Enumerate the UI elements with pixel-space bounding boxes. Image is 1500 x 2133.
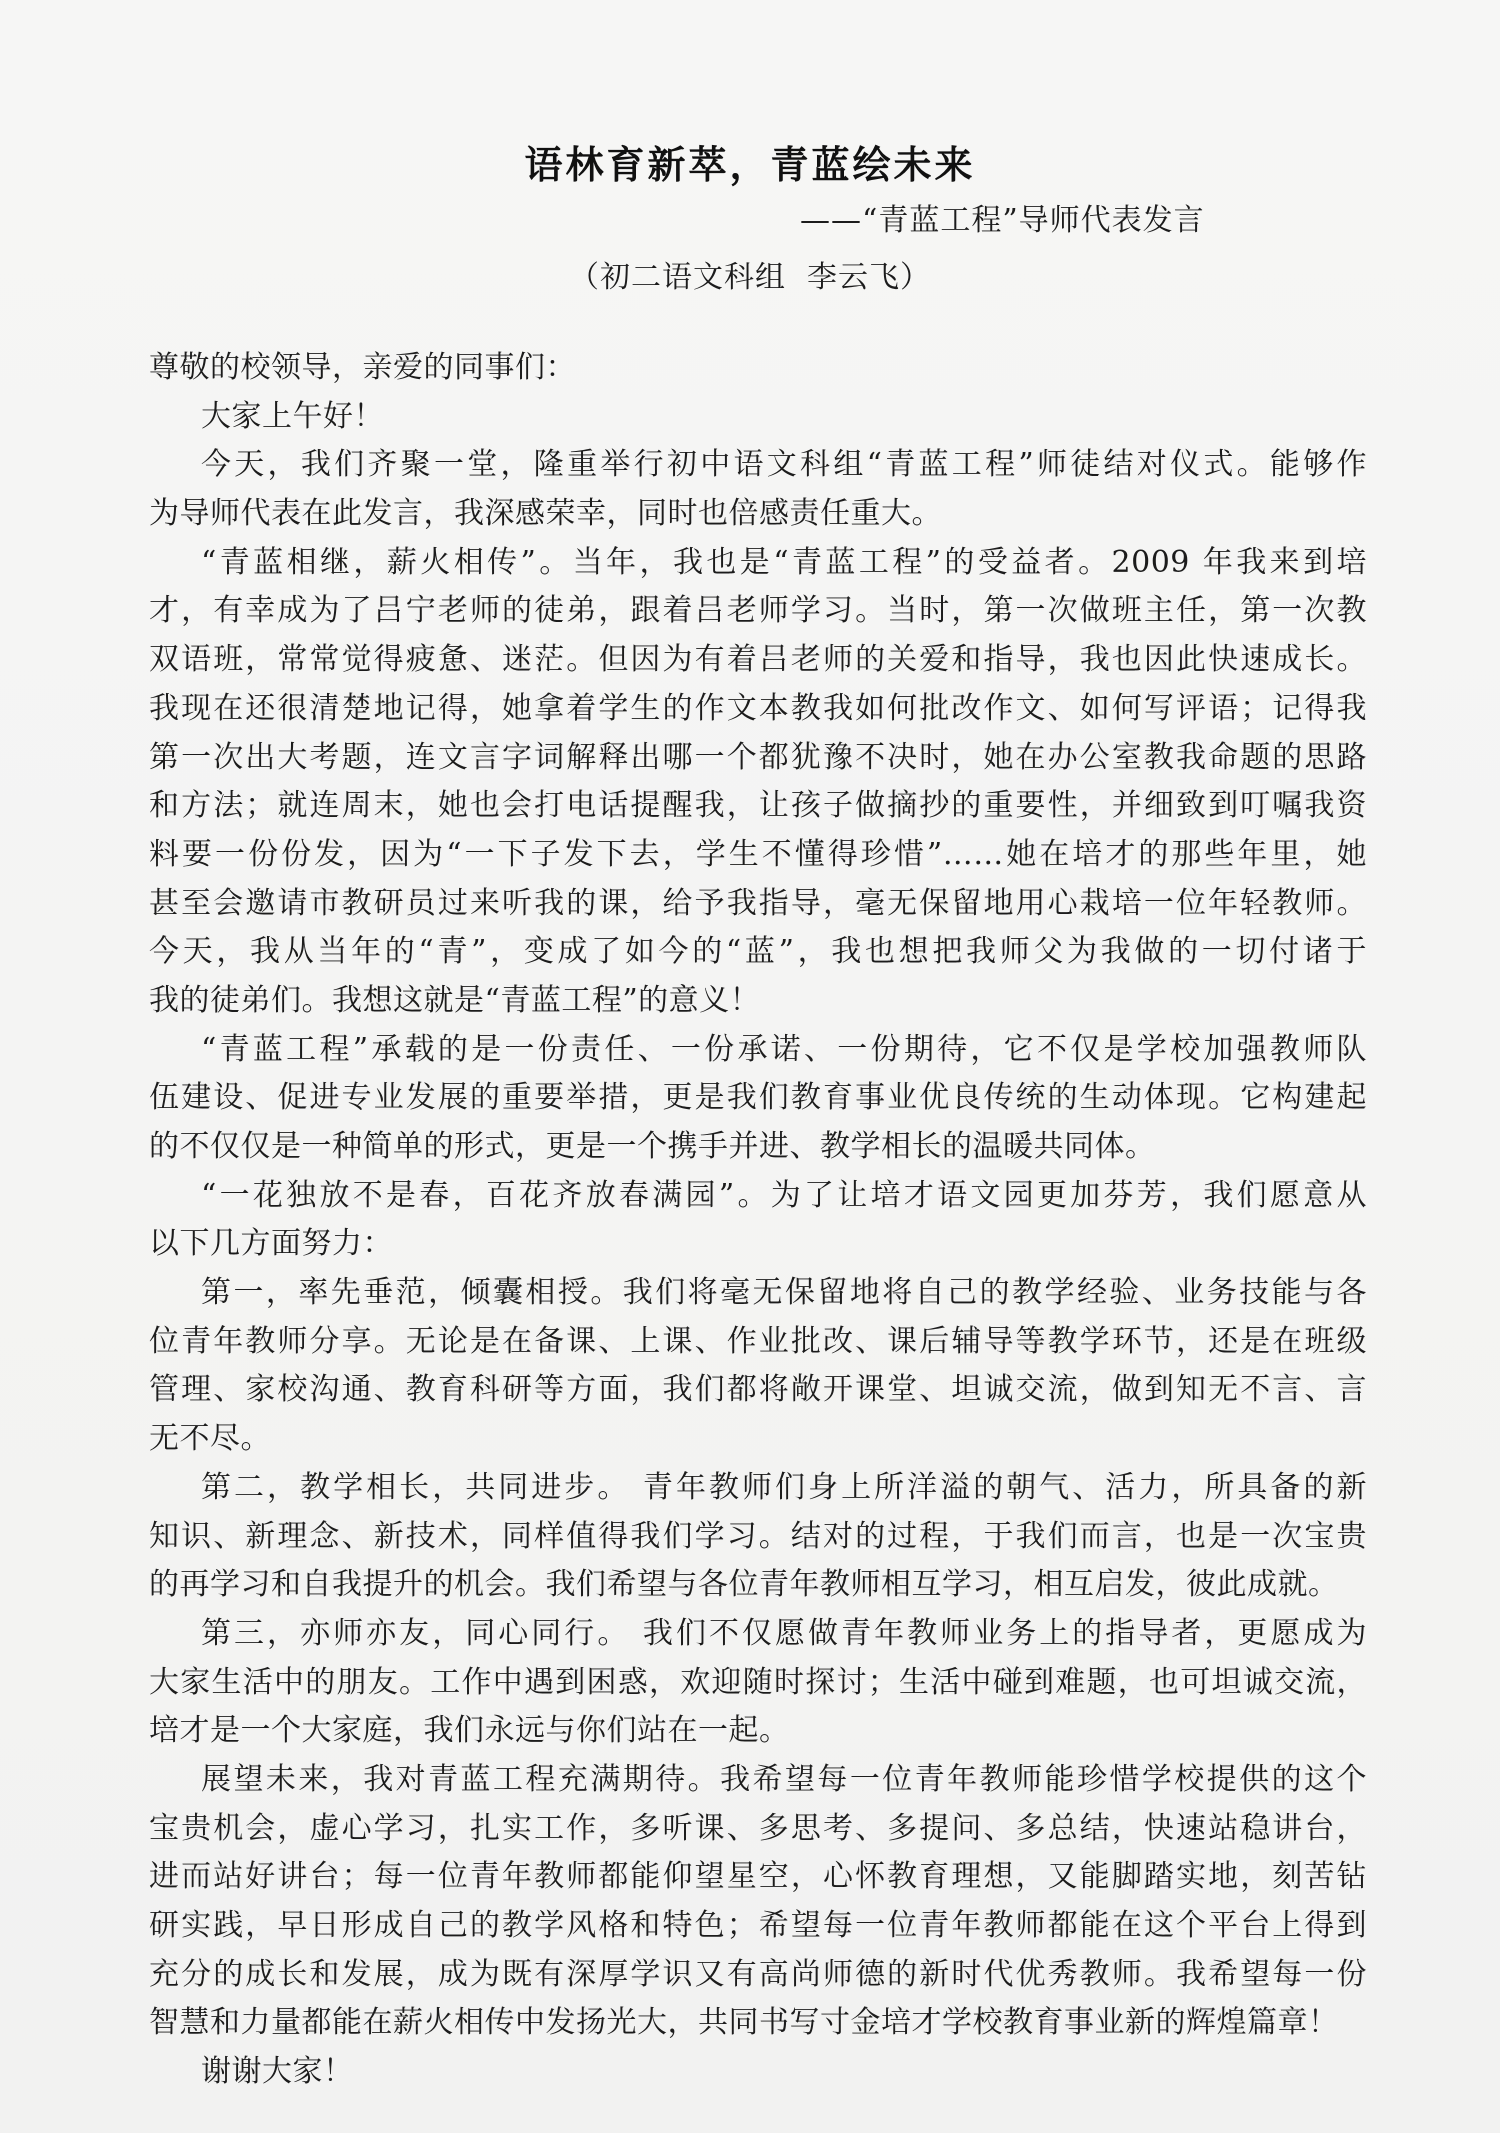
body-line: “一花独放不是春，百花齐放春满园”。为了让培才语文园更加芬芳，我们愿意从 [201,1177,1367,1213]
body-line: 谢谢大家！ [201,2054,354,2090]
body-line: 第二，教学相长，共同进步。 青年教师们身上所洋溢的朝气、活力，所具备的新 [201,1469,1367,1505]
greeting [149,393,1367,442]
body-line: 充分的成长和发展，成为既有深厚学识又有高尚师德的新时代优秀教师。我希望每一份 [149,1956,1367,1992]
body-line: 尊敬的校领导，亲爱的同事们： [149,350,576,385]
body-line: 的再学习和自我提升的机会。我们希望与各位青年教师相互学习，相互启发，彼此成就。 [149,1567,1339,1603]
paragraph [149,1026,1367,1172]
author-line: （初二语文科组 李云飞） [568,260,932,295]
body-line: 无不尽。 [149,1421,271,1457]
body-line: 智慧和力量都能在薪火相传中发扬光大，共同书写寸金培才学校教育事业新的辉煌篇章！ [149,2005,1339,2041]
body-line: 知识、新理念、新技术，同样值得我们学习。结对的过程，于我们而言，也是一次宝贵 [149,1518,1367,1554]
paragraph [149,1269,1367,1464]
body-line: 展望未来，我对青蓝工程充满期待。我希望每一位青年教师能珍惜学校提供的这个 [201,1761,1367,1797]
body-line: 大家生活中的朋友。工作中遇到困惑，欢迎随时探讨；生活中碰到难题，也可坦诚交流， [149,1664,1367,1700]
body-line: “青蓝相继，薪火相传”。当年，我也是“青蓝工程”的受益者。2009 年我来到培 [201,544,1367,580]
paragraph [149,1172,1367,1269]
body-line: 管理、家校沟通、教育科研等方面，我们都将敞开课堂、坦诚交流，做到知无不言、言 [149,1372,1367,1408]
body-line: 今天，我们齐聚一堂，隆重举行初中语文科组“青蓝工程”师徒结对仪式。能够作 [201,447,1367,483]
body-line: 研实践，早日形成自己的教学风格和特色；希望每一位青年教师都能在这个平台上得到 [149,1908,1367,1943]
body-line: 进而站好讲台；每一位青年教师都能仰望星空，心怀教育理想，又能脚踏实地，刻苦钻 [149,1859,1367,1895]
body-line: 才，有幸成为了吕宁老师的徒弟，跟着吕老师学习。当时，第一次做班主任，第一次教 [149,593,1367,629]
body-line: 为导师代表在此发言，我深感荣幸，同时也倍感责任重大。 [149,496,942,532]
speech-body [149,344,1367,2097]
body-line: 今天，我从当年的“青”，变成了如今的“蓝”，我也想把我师父为我做的一切付诸于 [149,934,1367,970]
salutation [149,344,1367,393]
paragraph [149,539,1367,1026]
closing [149,2048,1367,2097]
body-line: 位青年教师分享。无论是在备课、上课、作业批改、课后辅导等教学环节，还是在班级 [149,1323,1367,1359]
document-subtitle: ——“青蓝工程”导师代表发言 [800,203,1205,238]
body-line: 我现在还很清楚地记得，她拿着学生的作文本教我如何批改作文、如何写评语；记得我 [149,690,1367,726]
body-line: “青蓝工程”承载的是一份责任、一份承诺、一份期待，它不仅是学校加强教师队 [201,1031,1367,1067]
paragraph [149,1756,1367,2048]
body-line: 第一，率先垂范，倾囊相授。我们将毫无保留地将自己的教学经验、业务技能与各 [201,1275,1367,1311]
body-line: 我的徒弟们。我想这就是“青蓝工程”的意义！ [149,982,761,1018]
document-title: 语林育新萃，青蓝绘未来 [524,142,976,187]
paragraph [149,1464,1367,1610]
body-line: 宝贵机会，虚心学习，扎实工作，多听课、多思考、多提问、多总结，快速站稳讲台， [149,1810,1367,1846]
paragraph [149,441,1367,538]
body-line: 以下几方面努力： [149,1226,393,1262]
body-line: 和方法；就连周末，她也会打电话提醒我，让孩子做摘抄的重要性，并细致到叮嘱我资 [149,788,1367,824]
body-line: 大家上午好！ [201,398,384,434]
body-line: 双语班，常常觉得疲惫、迷茫。但因为有着吕老师的关爱和指导，我也因此快速成长。 [149,642,1367,678]
body-line: 的不仅仅是一种简单的形式，更是一个携手并进、教学相长的温暖共同体。 [149,1129,1156,1164]
body-line: 伍建设、促进专业发展的重要举措，更是我们教育事业优良传统的生动体现。它构建起 [149,1080,1367,1116]
body-line: 培才是一个大家庭，我们永远与你们站在一起。 [149,1713,790,1749]
body-line: 料要一份份发，因为“一下子发下去，学生不懂得珍惜”……她在培才的那些年里，她 [149,836,1367,872]
body-line: 第三，亦师亦友，同心同行。 我们不仅愿做青年教师业务上的指导者，更愿成为 [201,1615,1367,1651]
body-line: 甚至会邀请市教研员过来听我的课，给予我指导，毫无保留地用心栽培一位年轻教师。 [149,885,1367,921]
paragraph [149,1610,1367,1756]
body-line: 第一次出大考题，连文言字词解释出哪一个都犹豫不决时，她在办公室教我命题的思路 [149,739,1367,775]
